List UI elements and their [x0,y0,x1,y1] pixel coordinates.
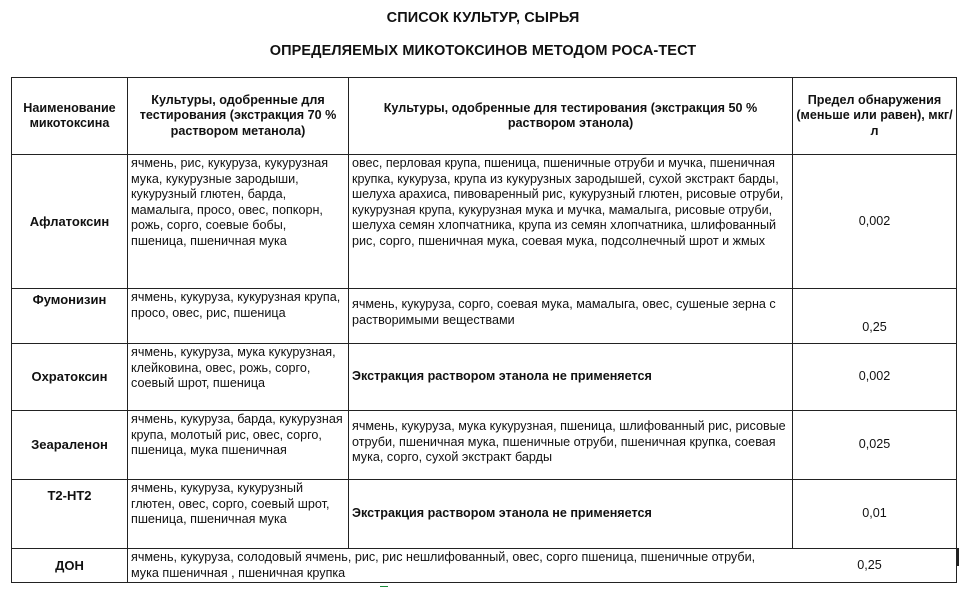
detection-limit: 0,25 [793,289,957,344]
toxin-name: Зеараленон [12,411,128,480]
header-methanol: Культуры, одобренные для тестирования (экстракция 70 % раствором метанола) [128,78,349,155]
toxin-name: Фумонизин [12,289,128,344]
ethanol-crops: ячмень, кукуруза, мука кукурузная, пшеница, шлифованный рис, рисовые отруби, пшеничная мука, пшеничные отруби, пшеничная крупка, соевая мука, сорго, сухой экстракт барды [349,411,793,480]
don-row-content [128,549,957,583]
table-row [12,289,957,344]
toxin-name: Т2-НТ2 [12,480,128,549]
underscore-mark [380,583,388,587]
ethanol-crops: Экстракция раствором этанола не применяется [349,344,793,411]
methanol-crops: ячмень, рис, кукуруза, кукурузная мука, кукурузные зародыши, кукурузный глютен, барда, мамалыга, просо, овес, попкорн, рожь, сорго, соевые бобы, пшеница, пшеничная мука [128,155,349,289]
methanol-crops: ячмень, кукуруза, кукурузный глютен, овес, сорго, соевый шрот, пшеница, пшеничная мука [128,480,349,549]
header-name: Наименование микотоксина [12,78,128,155]
detection-limit: 0,25 [857,557,882,572]
header-row [12,78,957,155]
edge-line [957,548,959,566]
detection-limit: 0,002 [793,344,957,411]
detection-limit: 0,002 [793,155,957,289]
toxin-name: Афлатоксин [12,155,128,289]
mycotoxin-table [11,77,957,583]
header-limit: Предел обнаружения (меньше или равен), мкг/л [793,78,957,155]
document-title-line1: СПИСОК КУЛЬТУР, СЫРЬЯ [386,10,580,26]
table-row [12,480,957,549]
detection-limit: 0,025 [793,411,957,480]
methanol-crops: ячмень, кукуруза, кукурузная крупа, просо, овес, рис, пшеница [128,289,349,344]
toxin-name: ДОН [12,549,128,583]
header-ethanol: Культуры, одобренные для тестирования (экстракция 50 % раствором этанола) [349,78,793,155]
don-crops: ячмень, кукуруза, солодовый ячмень, рис, рис нешлифованный, овес, сорго пшеница, пшеничные отруби, мука пшеничная , пшеничная крупка [131,550,756,580]
table-row [12,155,957,289]
ethanol-crops: Экстракция раствором этанола не применяется [349,480,793,549]
ethanol-crops: овес, перловая крупа, пшеница, пшеничные отруби и мучка, пшеничная крупка, кукуруза, крупа из кукурузных зародышей, сухой экстракт барды, шелуха арахиса, пивоваренный рис, кукурузный глютен, рисовые отруби, кукурузная крупа, кукурузная мука и мучка, мамалыга, рисовые отруби, шелуха семян хлопчатника, крупа из семян хлопчатника, шлифованный рис, сорго, пшеничная мука, соевая мука, подсолнечный шрот и жмых [349,155,793,289]
table-row [12,344,957,411]
table-row [12,411,957,480]
toxin-name: Охратоксин [12,344,128,411]
detection-limit: 0,01 [793,480,957,549]
table-row [12,549,957,583]
ethanol-crops: ячмень, кукуруза, сорго, соевая мука, мамалыга, овес, сушеные зерна с растворимыми веществами [349,289,793,344]
methanol-crops: ячмень, кукуруза, мука кукурузная, клейковина, овес, рожь, сорго, соевый шрот, пшеница [128,344,349,411]
methanol-crops: ячмень, кукуруза, барда, кукурузная крупа, молотый рис, овес, сорго, пшеница, мука пшеничная [128,411,349,480]
document-title-line2: ОПРЕДЕЛЯЕМЫХ МИКОТОКСИНОВ МЕТОДОМ РОСА-ТЕСТ [269,43,697,59]
